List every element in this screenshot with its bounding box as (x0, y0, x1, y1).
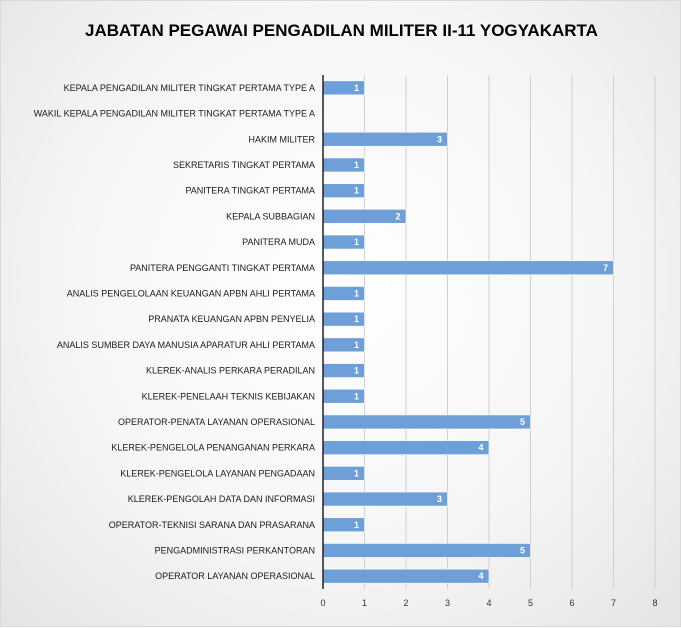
bars (323, 81, 614, 583)
bar-data-label: 1 (353, 185, 360, 196)
bar-data-label: 5 (519, 416, 526, 427)
chart-title: JABATAN PEGAWAI PENGADILAN MILITER II-11 YOGYAKARTA (85, 21, 598, 40)
x-tick-label: 3 (444, 598, 451, 608)
x-tick-label: 7 (610, 598, 617, 608)
bar (323, 261, 614, 275)
category-label: OPERATOR-TEKNISI SARANA DAN PRASARANA (108, 519, 315, 530)
category-label: SEKRETARIS TINGKAT PERTAMA (172, 159, 315, 170)
bar (323, 569, 489, 583)
x-tick-label: 5 (527, 598, 534, 608)
bar-data-label: 2 (395, 211, 401, 222)
category-label: KLEREK-PENGOLAH DATA DAN INFORMASI (127, 494, 315, 505)
x-tick-label: 2 (403, 598, 409, 608)
category-label: PANITERA PENGGANTI TINGKAT PERTAMA (129, 262, 315, 273)
category-label: KLEREK-PENGELOLA PENANGANAN PERKARA (111, 442, 315, 453)
category-label: KLEREK-PENGELOLA LAYANAN PENGADAAN (120, 468, 315, 479)
category-label: PENGADMINISTRASI PERKANTORAN (154, 545, 315, 556)
x-tick-label: 6 (569, 598, 575, 608)
category-label: OPERATOR-PENATA LAYANAN OPERASIONAL (117, 416, 315, 427)
x-tick-label: 1 (361, 598, 368, 608)
gridlines (365, 75, 656, 589)
category-label: ANALIS PENGELOLAAN KEUANGAN APBN AHLI PERTAMA (66, 288, 315, 299)
category-label: OPERATOR LAYANAN OPERASIONAL (155, 571, 315, 582)
bar-data-label: 1 (353, 339, 360, 350)
category-label: PRANATA KEUANGAN APBN PENYELIA (148, 314, 315, 325)
bar-data-label: 3 (436, 134, 443, 145)
category-label: PANITERA TINGKAT PERTAMA (185, 185, 315, 196)
bar-chart-plot (1, 1, 681, 628)
bar (323, 209, 406, 223)
bar-data-label: 4 (478, 571, 484, 582)
category-label: KEPALA SUBBAGIAN (226, 211, 315, 222)
bar-data-label: 4 (478, 442, 484, 453)
bar-data-label: 7 (602, 262, 609, 273)
bar-data-label: 1 (353, 314, 360, 325)
category-label: KEPALA PENGADILAN MILITER TINGKAT PERTAMA TYPE A (63, 82, 315, 93)
bar (323, 132, 448, 146)
bar (323, 441, 489, 455)
bar (323, 415, 531, 429)
category-label: PANITERA MUDA (242, 237, 315, 248)
bar-data-label: 1 (353, 159, 360, 170)
bar-data-label: 1 (353, 237, 360, 248)
bar-data-label: 1 (353, 288, 360, 299)
category-label: HAKIM MILITER (248, 134, 315, 145)
x-tick-label: 0 (320, 598, 326, 608)
bar (323, 492, 448, 506)
bar (323, 543, 531, 557)
category-label: WAKIL KEPALA PENGADILAN MILITER TINGKAT PERTAMA TYPE A (33, 108, 315, 119)
x-tick-label: 8 (652, 598, 658, 608)
bar-data-label: 1 (353, 519, 360, 530)
bar-data-label: 1 (353, 391, 360, 402)
category-label: KLEREK-ANALIS PERKARA PERADILAN (145, 365, 315, 376)
bar-data-label: 1 (353, 82, 360, 93)
category-label: KLEREK-PENELAAH TEKNIS KEBIJAKAN (141, 391, 315, 402)
bar-data-label: 1 (353, 365, 360, 376)
bar-data-label: 1 (353, 468, 360, 479)
bar-data-label: 5 (519, 545, 526, 556)
category-label: ANALIS SUMBER DAYA MANUSIA APARATUR AHLI PERTAMA (56, 339, 315, 350)
x-tick-label: 4 (486, 598, 492, 608)
bar-data-label: 3 (436, 494, 443, 505)
